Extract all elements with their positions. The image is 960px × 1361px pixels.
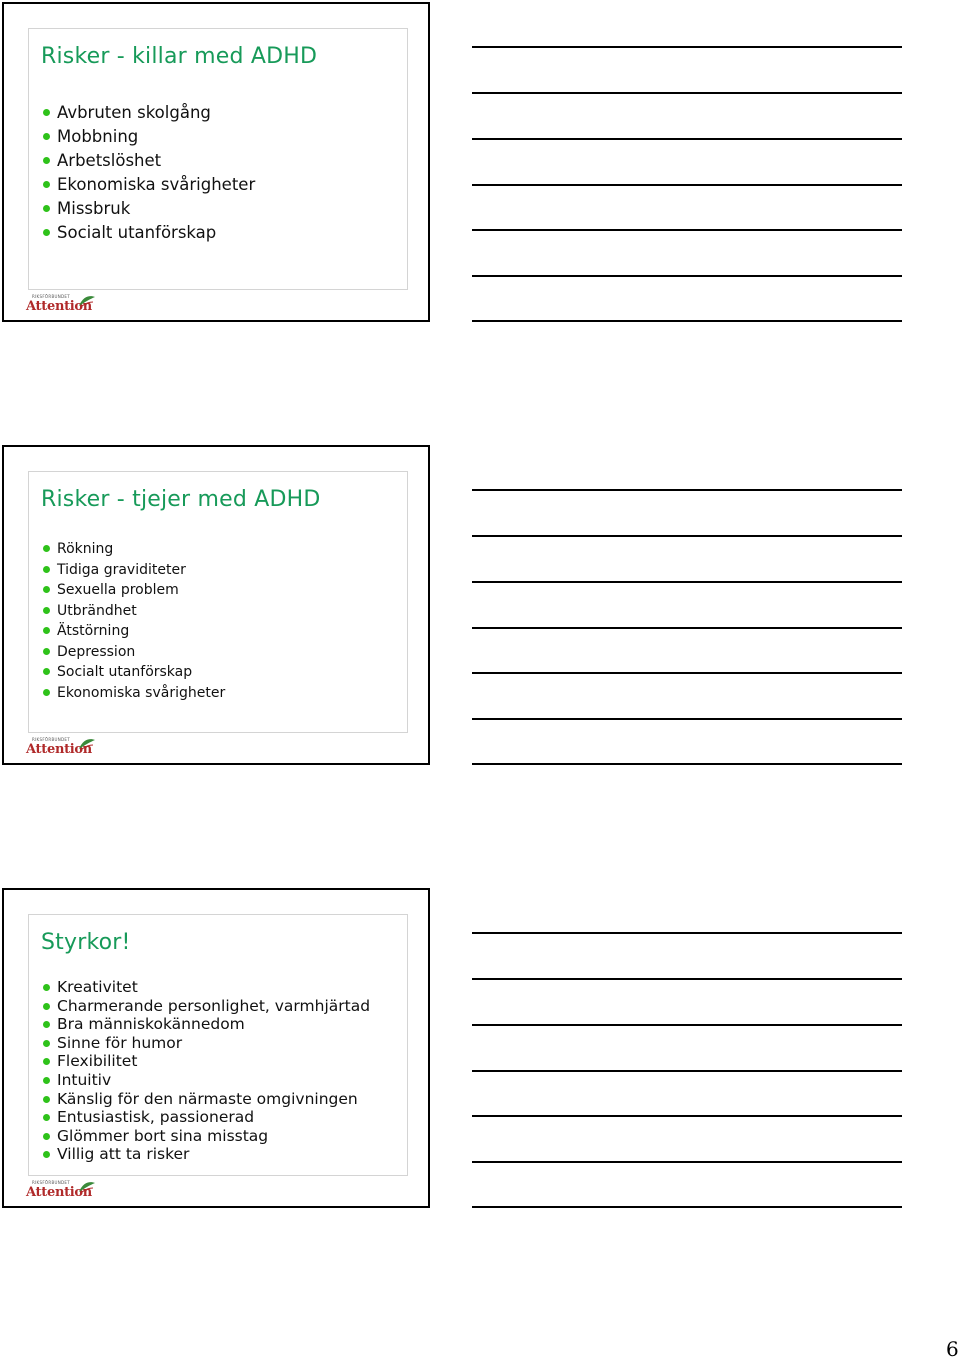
slide-2 — [2, 445, 430, 765]
logo-small-text: RIKSFÖRBUNDET — [32, 294, 70, 299]
list-item: Sexuella problem — [43, 580, 225, 601]
bullet-dot-icon — [43, 1058, 50, 1065]
bullet-dot-icon — [43, 133, 50, 140]
list-item: Socialt utanförskap — [43, 221, 255, 245]
note-line — [472, 535, 902, 537]
note-line — [472, 46, 902, 48]
note-line — [472, 718, 902, 720]
slide-3 — [2, 888, 430, 1208]
note-line — [472, 1024, 902, 1026]
slide-content — [28, 28, 408, 290]
list-item: Glömmer bort sina misstag — [43, 1127, 370, 1146]
note-line — [472, 275, 902, 277]
bullet-dot-icon — [43, 1133, 50, 1140]
note-line — [472, 763, 902, 765]
list-item: Känslig för den närmaste omgivningen — [43, 1090, 370, 1109]
logo-word: Attention — [26, 1185, 92, 1200]
leaf-icon — [78, 737, 96, 751]
note-line — [472, 1115, 902, 1117]
slide-title: Risker - tjejer med ADHD — [41, 487, 321, 512]
slide-content — [28, 471, 408, 733]
bullet-dot-icon — [43, 1040, 50, 1047]
list-item: Rökning — [43, 539, 225, 560]
attention-logo — [26, 1180, 96, 1202]
list-item: Avbruten skolgång — [43, 101, 255, 125]
page-number: 6 — [946, 1337, 959, 1361]
leaf-icon — [78, 1180, 96, 1194]
note-line — [472, 92, 902, 94]
list-item: Bra människokännedom — [43, 1015, 370, 1034]
list-item: Entusiastisk, passionerad — [43, 1108, 370, 1127]
slide-content — [28, 914, 408, 1176]
leaf-icon — [78, 294, 96, 308]
attention-logo — [26, 737, 96, 759]
note-line — [472, 672, 902, 674]
bullet-dot-icon — [43, 229, 50, 236]
note-line — [472, 1161, 902, 1163]
bullet-dot-icon — [43, 648, 50, 655]
note-line — [472, 627, 902, 629]
slide-title: Styrkor! — [41, 930, 131, 955]
note-line — [472, 581, 902, 583]
bullet-dot-icon — [43, 1096, 50, 1103]
list-item: Mobbning — [43, 125, 255, 149]
list-item: Depression — [43, 642, 225, 663]
list-item: Ekonomiska svårigheter — [43, 173, 255, 197]
note-line — [472, 229, 902, 231]
list-item: Tidiga graviditeter — [43, 560, 225, 581]
bullet-dot-icon — [43, 1114, 50, 1121]
note-line — [472, 184, 902, 186]
bullet-dot-icon — [43, 545, 50, 552]
bullet-list — [43, 978, 370, 1164]
attention-logo — [26, 294, 96, 316]
bullet-dot-icon — [43, 157, 50, 164]
bullet-dot-icon — [43, 566, 50, 573]
bullet-dot-icon — [43, 1021, 50, 1028]
list-item: Charmerande personlighet, varmhjärtad — [43, 997, 370, 1016]
logo-small-text: RIKSFÖRBUNDET — [32, 737, 70, 742]
bullet-dot-icon — [43, 1077, 50, 1084]
logo-word: Attention — [26, 299, 92, 314]
bullet-list — [43, 101, 255, 245]
bullet-dot-icon — [43, 668, 50, 675]
note-line — [472, 932, 902, 934]
list-item: Utbrändhet — [43, 601, 225, 622]
bullet-list — [43, 539, 225, 703]
note-line — [472, 1206, 902, 1208]
note-line — [472, 489, 902, 491]
bullet-dot-icon — [43, 607, 50, 614]
list-item: Ekonomiska svårigheter — [43, 683, 225, 704]
list-item: Villig att ta risker — [43, 1145, 370, 1164]
bullet-dot-icon — [43, 109, 50, 116]
bullet-dot-icon — [43, 1003, 50, 1010]
note-line — [472, 978, 902, 980]
slide-1 — [2, 2, 430, 322]
bullet-dot-icon — [43, 627, 50, 634]
bullet-dot-icon — [43, 586, 50, 593]
bullet-dot-icon — [43, 689, 50, 696]
list-item: Kreativitet — [43, 978, 370, 997]
list-item: Missbruk — [43, 197, 255, 221]
list-item: Flexibilitet — [43, 1052, 370, 1071]
list-item: Sinne för humor — [43, 1034, 370, 1053]
logo-word: Attention — [26, 742, 92, 757]
bullet-dot-icon — [43, 181, 50, 188]
bullet-dot-icon — [43, 1151, 50, 1158]
bullet-dot-icon — [43, 205, 50, 212]
note-line — [472, 320, 902, 322]
list-item: Arbetslöshet — [43, 149, 255, 173]
list-item: Intuitiv — [43, 1071, 370, 1090]
note-line — [472, 1070, 902, 1072]
list-item: Ätstörning — [43, 621, 225, 642]
logo-small-text: RIKSFÖRBUNDET — [32, 1180, 70, 1185]
bullet-dot-icon — [43, 984, 50, 991]
note-line — [472, 138, 902, 140]
list-item: Socialt utanförskap — [43, 662, 225, 683]
slide-title: Risker - killar med ADHD — [41, 44, 318, 69]
